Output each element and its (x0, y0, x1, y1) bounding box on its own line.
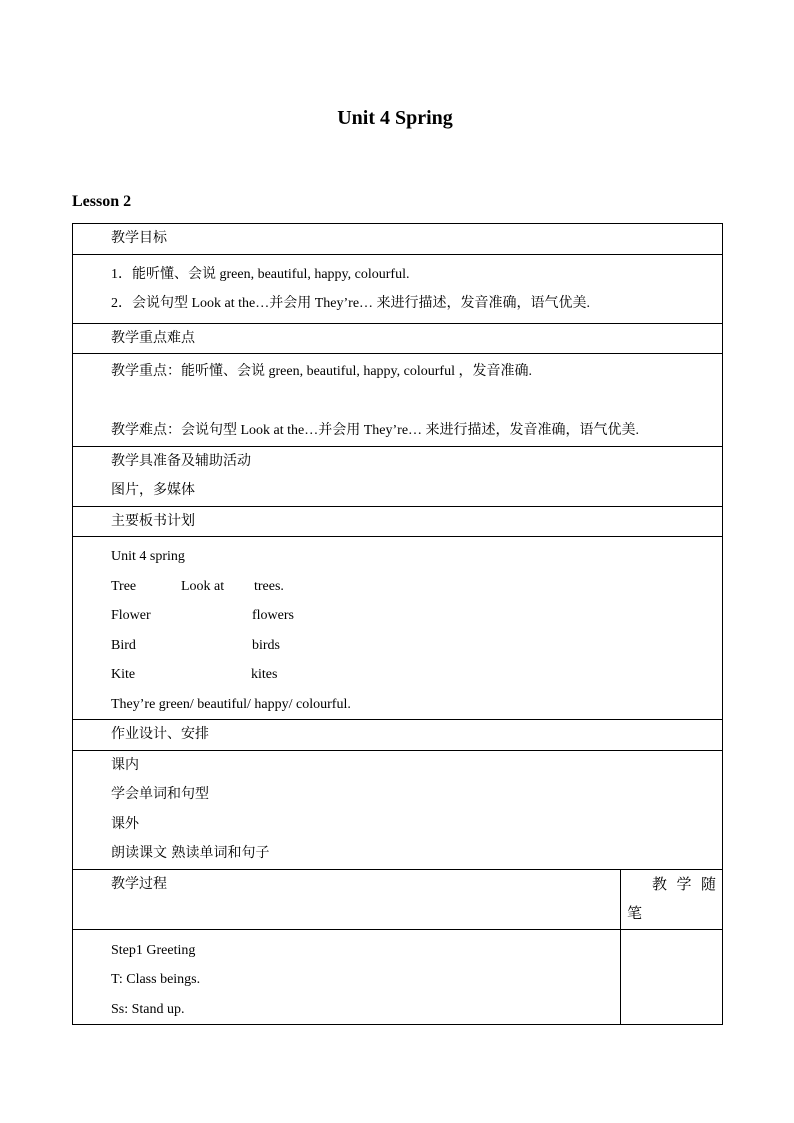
process-step-1: Step1 Greeting (111, 942, 196, 958)
process-header: 教学过程 (73, 869, 621, 929)
keypoints-header-row (73, 323, 723, 354)
homework-outclass-label: 课外 (111, 815, 139, 832)
keypoints-content-row (73, 354, 723, 447)
homework-inclass-label: 课内 (111, 756, 139, 773)
process-step-2: T: Class beings. (111, 972, 201, 987)
homework-header: 作业设计、安排 (73, 720, 723, 751)
board-header: 主要板书计划 (73, 506, 723, 537)
lesson-plan-table (72, 223, 723, 1025)
notes-label-line2: 笔 (627, 904, 643, 922)
objectives-content (73, 254, 723, 323)
objectives-content-row (73, 254, 723, 323)
materials-content: 图片，多媒体 (111, 482, 195, 498)
objectives-header: 教学目标 (73, 224, 723, 255)
board-content (73, 537, 723, 720)
objectives-header-row (73, 224, 723, 255)
materials-row (73, 446, 723, 506)
process-step-3: Ss: Stand up. (111, 1001, 185, 1017)
board-header-row (73, 506, 723, 537)
homework-inclass-task: 学会单词和句型 (111, 786, 209, 802)
board-row-1: Tree Look at trees. (111, 578, 284, 594)
keypoints-header: 教学重点难点 (73, 323, 723, 354)
page-title: Unit 4 Spring (337, 107, 453, 129)
homework-outclass-task: 朗读课文 熟读单词和句子 (111, 845, 270, 861)
process-header-row (73, 869, 723, 929)
notes-label-line1: 教学随 (652, 874, 716, 893)
homework-content-row (73, 750, 723, 869)
notes-header (621, 869, 723, 929)
objective-1: 1．能听懂、会说 green, beautiful, happy, colourful. (111, 266, 410, 282)
notes-content (621, 929, 723, 1025)
board-row-2: Flower flowers (111, 608, 294, 623)
board-row-3: Bird birds (111, 637, 280, 653)
objective-2: 2．会说句型 Look at the…并会用 They’re… 来进行描述，发音准确，语气优美. (111, 296, 591, 311)
teaching-focus: 教学重点：能听懂、会说 green, beautiful, happy, colourful ，发音准确. (111, 364, 532, 379)
homework-content (73, 750, 723, 869)
keypoints-content (73, 354, 723, 447)
lesson-heading: Lesson 2 (72, 193, 132, 210)
materials-header: 教学具准备及辅助活动 (111, 452, 251, 469)
process-content-row (73, 929, 723, 1025)
teaching-difficulty: 教学难点：会说句型 Look at the…并会用 They’re… 来进行描述，发音准确，语气优美. (111, 423, 640, 438)
board-sentence: They’re green/ beautiful/ happy/ colourful. (111, 696, 351, 712)
materials-cell (73, 446, 723, 506)
homework-header-row (73, 720, 723, 751)
board-title: Unit 4 spring (111, 549, 185, 564)
board-content-row (73, 537, 723, 720)
board-row-4: Kite kites (111, 667, 278, 682)
process-content (73, 929, 621, 1025)
